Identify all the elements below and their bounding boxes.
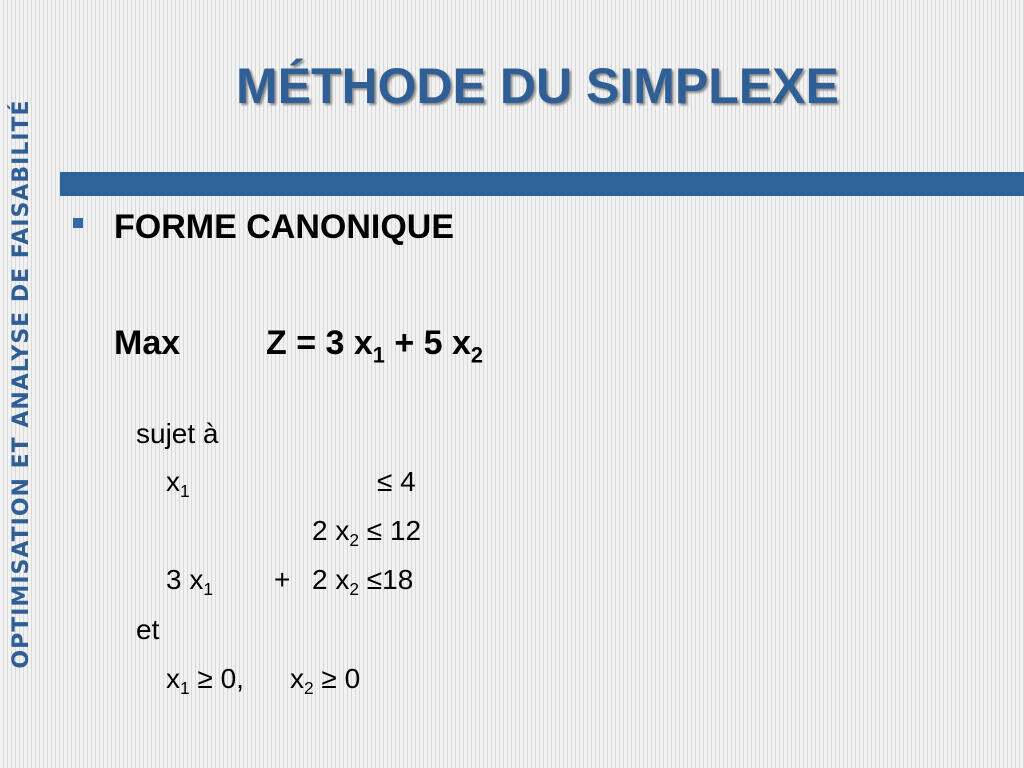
constraint-3-term-1 <box>166 560 213 600</box>
constraint-1-variable <box>166 462 190 502</box>
constraint-1-bound: ≤ 4 <box>377 466 416 497</box>
subscript: 1 <box>180 678 190 699</box>
subscript: 2 <box>349 579 360 600</box>
variable: x <box>166 663 180 694</box>
objective-subscript: 1 <box>372 342 385 368</box>
coefficient-term: 3 x <box>166 564 204 595</box>
and-label: et <box>136 614 160 645</box>
variable: x <box>290 663 304 694</box>
nonnegativity-x2 <box>290 659 360 699</box>
objective-part: + 5 x <box>384 324 471 362</box>
relation: ≤18 <box>366 564 414 595</box>
side-title: OPTIMISATION ET ANALYSE DE FAISABILITÉ <box>9 99 34 669</box>
objective-label: Max <box>114 324 181 362</box>
constraint-3-plus: + <box>274 564 291 595</box>
subject-to-label: sujet à <box>136 418 219 449</box>
objective-function <box>266 318 483 368</box>
coefficient-term: 2 x <box>312 515 350 546</box>
subscript: 1 <box>180 481 190 502</box>
relation: ≤ 12 <box>366 515 422 546</box>
nonnegativity-x1 <box>166 659 244 699</box>
relation: ≥ 0 <box>313 663 361 694</box>
variable: x <box>166 466 180 497</box>
constraint-3-term-2 <box>312 560 413 600</box>
objective-subscript: 2 <box>470 342 484 368</box>
bullet-item <box>73 204 454 250</box>
page-title: MÉTHODE DU SIMPLEXE <box>236 58 839 114</box>
subscript: 1 <box>203 579 214 600</box>
title-divider-bar <box>60 172 1024 196</box>
subscript: 2 <box>349 530 360 551</box>
square-bullet-icon <box>73 218 83 228</box>
objective-part: Z = 3 x <box>266 324 373 362</box>
constraint-2 <box>312 511 421 551</box>
coefficient-term: 2 x <box>312 564 350 595</box>
bullet-heading: FORME CANONIQUE <box>114 208 454 246</box>
subscript: 2 <box>304 678 314 699</box>
relation: ≥ 0, <box>189 663 244 694</box>
